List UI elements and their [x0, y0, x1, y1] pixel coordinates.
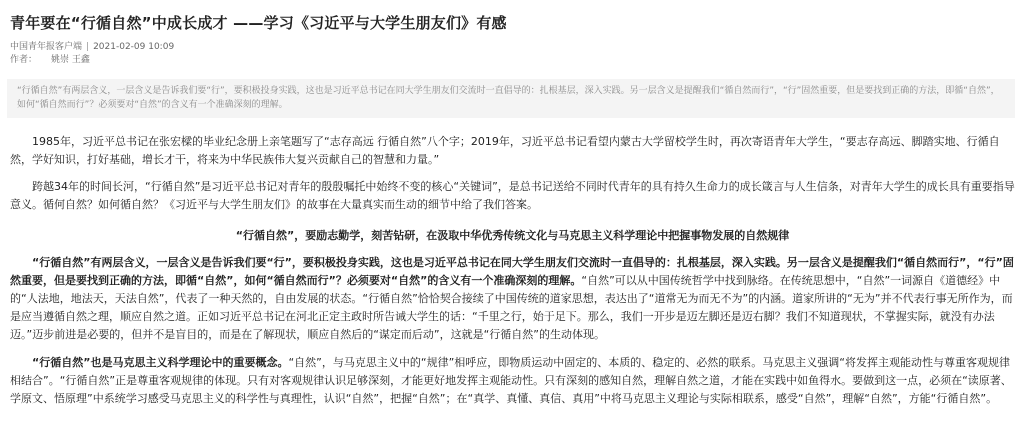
article-source[interactable]: 中国青年报客户端	[10, 42, 83, 52]
author-names: 姚崇 王鑫	[51, 55, 90, 65]
paragraph-4-lead: “行循自然”也是马克思主义科学理论中的重要概念。	[32, 356, 289, 369]
paragraph-1: 1985年，习近平总书记在张宏樑的毕业纪念册上亲笔题写了“志存高远 行循自然”八个字；2019年，习近平总书记看望内蒙古大学留校学生时，再次寄语青年大学生，“要志存高远、脚踏实地、行循自然，学好知识，打好基础，增长才干，将来为中华民族伟大复兴贡献自己的智慧和力量。”	[10, 135, 1000, 166]
paragraph-3-lead: “行循自然”有两层含义，一层含义是告诉我们要“行”，要积极投身实践，这也是习近平总书记在同大学生朋友们交流时一直倡导的：扎根基层，深入实践。另一层含义是提醒我们“循自然而行”，“行”固然重要，但是要找到正确的方法，即循“自然”，如何“循自然而行”？必须要对“自然”的含义有一个准确深刻的理解。	[10, 256, 1014, 287]
article-author-line	[10, 52, 90, 65]
meta-separator: |	[86, 42, 90, 52]
section-heading: “行循自然”，要励志勤学，刻苦钻研，在汲取中华优秀传统文化与马克思主义科学理论中把握事物发展的自然规律	[235, 229, 790, 242]
paragraph-2: 跨越34年的时间长河，“行循自然”是习近平总书记对青年的殷殷嘱托中始终不变的核心“关键词”，是总书记送给不同时代青年的具有持久生命力的成长箴言与人生信条，对青年大学生的成长具有重要指导意义。循何自然？如何循自然？《习近平与大学生朋友们》的故事在大量真实而生动的细节中给了我们答案。	[10, 180, 1015, 211]
author-label: 作者：	[10, 55, 38, 65]
article-meta	[10, 39, 174, 52]
paragraph-4-body: “自然”，与马克思主义中的“规律”相呼应，即物质运动中固定的、本质的、稳定的、必然的联系。马克思主义强调“将发挥主观能动性与尊重客观规律相结合”。“行循自然”正是尊重客观规律的体现。只有对客观规律认识足够深刻，才能更好地发挥主观能动性。只有深刻的感知自然，理解自然之道，才能在实践中如鱼得水。要做到这一点，必须在“读原著、学原文、悟原理”中系统学习感受马克思主义的科学性与真理性，认识“自然”，把握“自然”；在“真学、真懂、真信、真用”中将马克思主义理论与实际相联系，感受“自然”，理解“自然”，方能“行循自然”。	[10, 356, 1012, 405]
paragraph-3	[10, 254, 1015, 344]
paragraph-3-body: “自然”可以从中国传统哲学中找到脉络。在传统思想中，“自然”一词源自《道德经》中的“人法地，地法天，天法自然”，代表了一种天然的，自由发展的状态。“行循自然”恰恰契合接续了中国传统的道家思想，表达出了“道常无为而无不为”的内涵。道家所讲的“无为”并不代表行事无所作为，而是应当遵循自然之理，顺应自然之道。正如习近平总书记在河北正定主政时所告诫大学生的话：“千里之行，始于足下。那么，我们一开步是迈左脚还是迈右脚？我们不知道现状，不掌握实际，就没有办法迈。”迈步前进是必要的，但并不是盲目的，而是在了解现状，顺应自然后的“谋定而后动”，这就是“行循自然”的生动体现。	[10, 274, 1013, 341]
article-title: 青年要在“行循自然”中成长成才 ——学习《习近平与大学生朋友们》有感	[10, 14, 507, 32]
paragraph-4	[10, 354, 1015, 408]
article-summary: “行循自然”有两层含义，一层含义是告诉我们要“行”，要积极投身实践，这也是习近平总书记在同大学生朋友们交流时一直倡导的：扎根基层，深入实践。另一层含义是提醒我们“循自然而行”，“行”固然重要，但是要找到正确的方法，即循“自然”，如何“循自然而行”？必须要对“自然”的含义有一个准确深刻的理解。	[7, 79, 1015, 118]
article-date: 2021-02-09 10:09	[93, 42, 175, 52]
